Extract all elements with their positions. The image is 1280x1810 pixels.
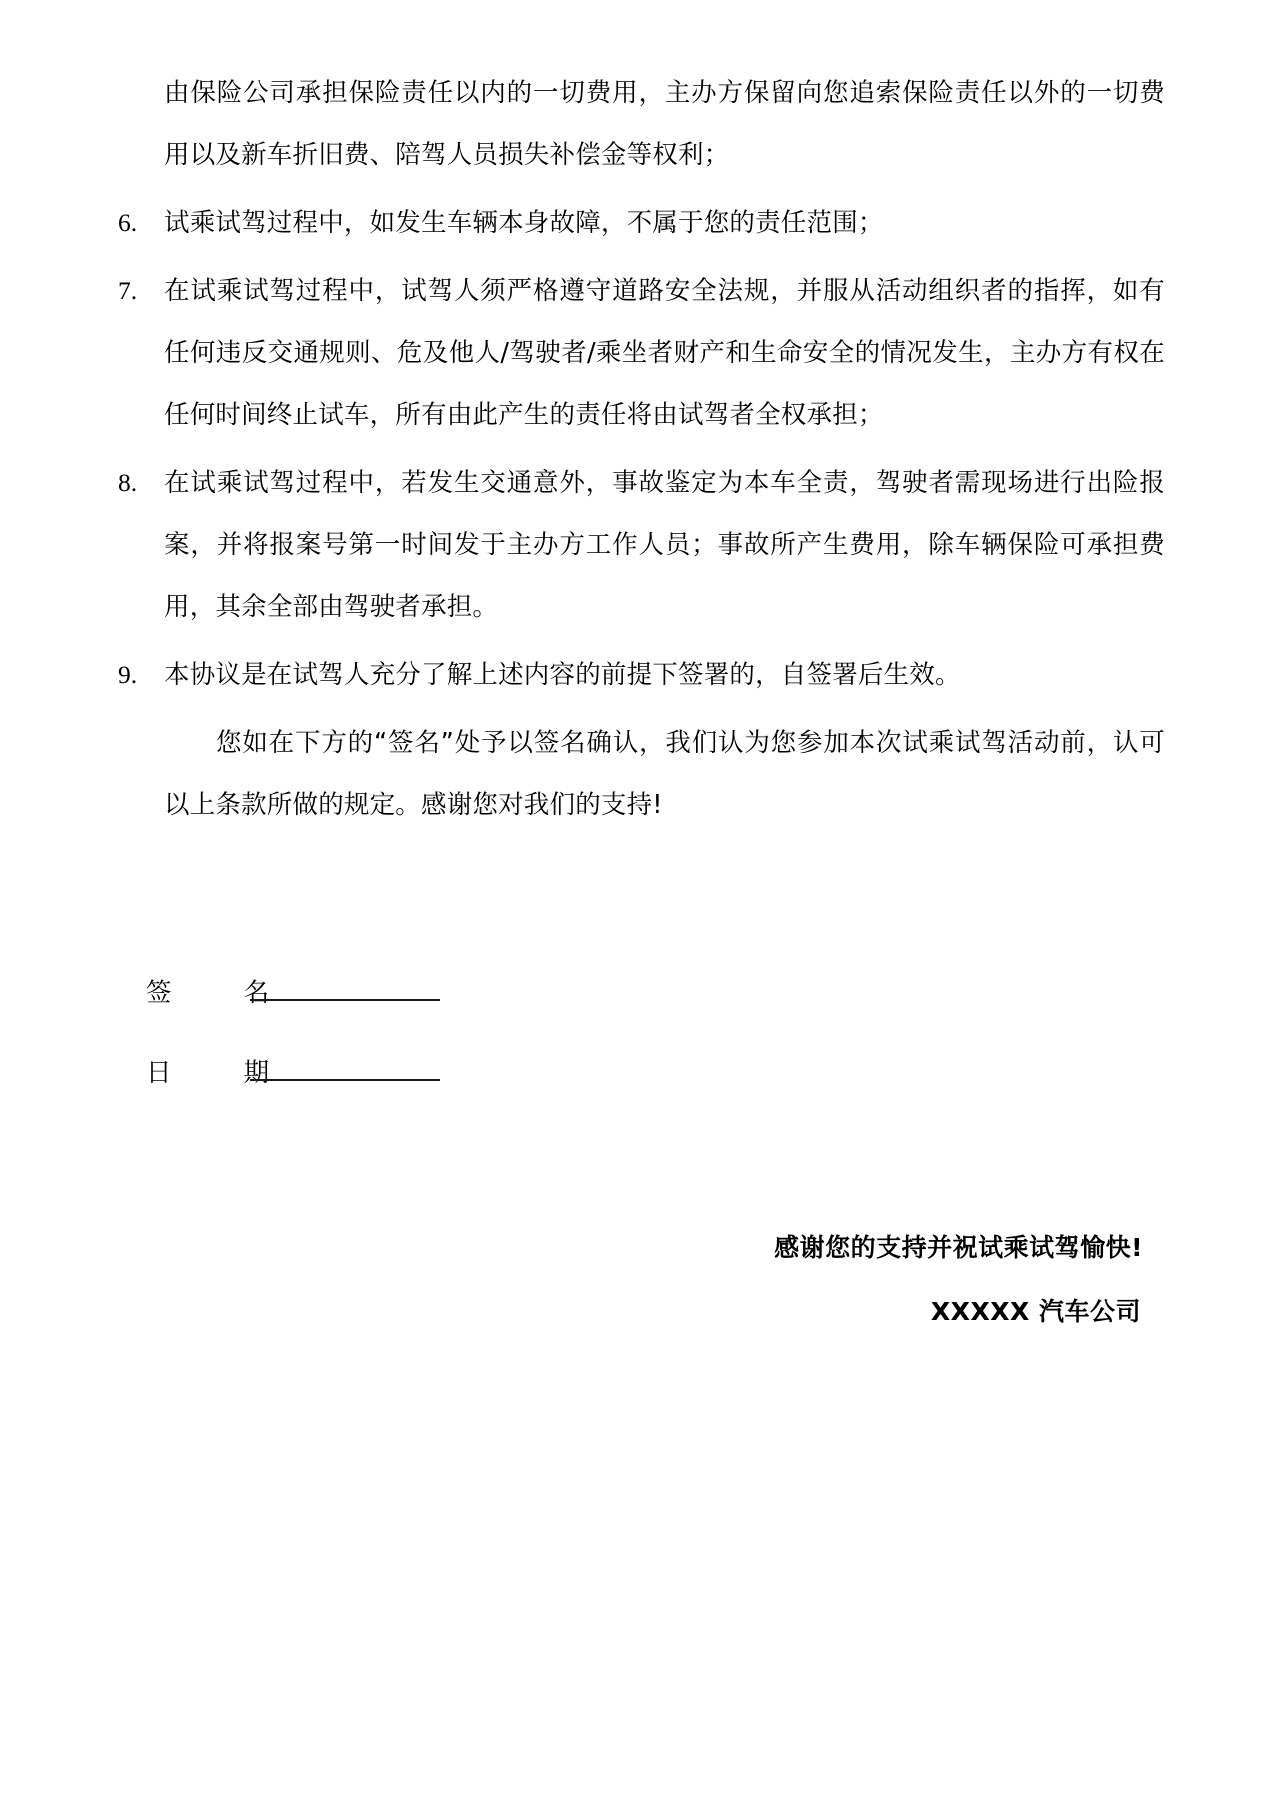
signature-label: 签 名 (146, 978, 302, 1008)
clause-item-7 (118, 260, 1165, 446)
document-content (118, 62, 1165, 1344)
document-footer (118, 1216, 1165, 1344)
clause-number-9: 9. (118, 660, 138, 689)
clause-item-6 (118, 192, 1165, 254)
clause-number-8: 8. (118, 468, 138, 497)
clause-5-continuation (118, 62, 1165, 186)
footer-thanks-line: 感谢您的支持并祝试乘试驾愉快! (774, 1233, 1143, 1262)
clause-text-9: 本协议是在试驾人充分了解上述内容的前提下签署的，自签署后生效。 (164, 660, 961, 690)
clause-text-6: 试乘试驾过程中，如发生车辆本身故障，不属于您的责任范围； (164, 208, 884, 238)
closing-paragraph (118, 712, 1165, 836)
clause-item-8 (118, 452, 1165, 638)
clause-item-9 (118, 644, 1165, 706)
clause-5-continuation-text: 由保险公司承担保险责任以内的一切费用，主办方保留向您追索保险责任以外的一切费用以及新车折旧费、陪驾人员损失补偿金等权利； (164, 78, 1165, 170)
date-label: 日 期 (146, 1058, 302, 1088)
date-row (146, 1042, 1165, 1104)
clause-text-8: 在试乘试驾过程中，若发生交通意外，事故鉴定为本车全责，驾驶者需现场进行出险报案，并将报案号第一时间发于主办方工作人员；事故所产生费用，除车辆保险可承担费用，其余全部由驾驶者承担。 (164, 468, 1165, 622)
clause-text-7: 在试乘试驾过程中，试驾人须严格遵守道路安全法规，并服从活动组织者的指挥，如有任何违反交通规则、危及他人/驾驶者/乘坐者财产和生命安全的情况发生，主办方有权在任何时间终止试车，所有由此产生的责任将由试驾者全权承担； (164, 276, 1165, 430)
clause-number-6: 6. (118, 208, 138, 237)
signature-block (118, 962, 1165, 1104)
date-input-line[interactable] (250, 1049, 440, 1081)
signature-row (146, 962, 1165, 1024)
footer-company-line: XXXXX 汽车公司 (930, 1297, 1141, 1326)
closing-paragraph-text: 您如在下方的“签名”处予以签名确认，我们认为您参加本次试乘试驾活动前，认可以上条款所做的规定。感谢您对我们的支持! (164, 728, 1165, 820)
signature-input-line[interactable] (250, 969, 440, 1001)
clause-number-7: 7. (118, 276, 138, 305)
